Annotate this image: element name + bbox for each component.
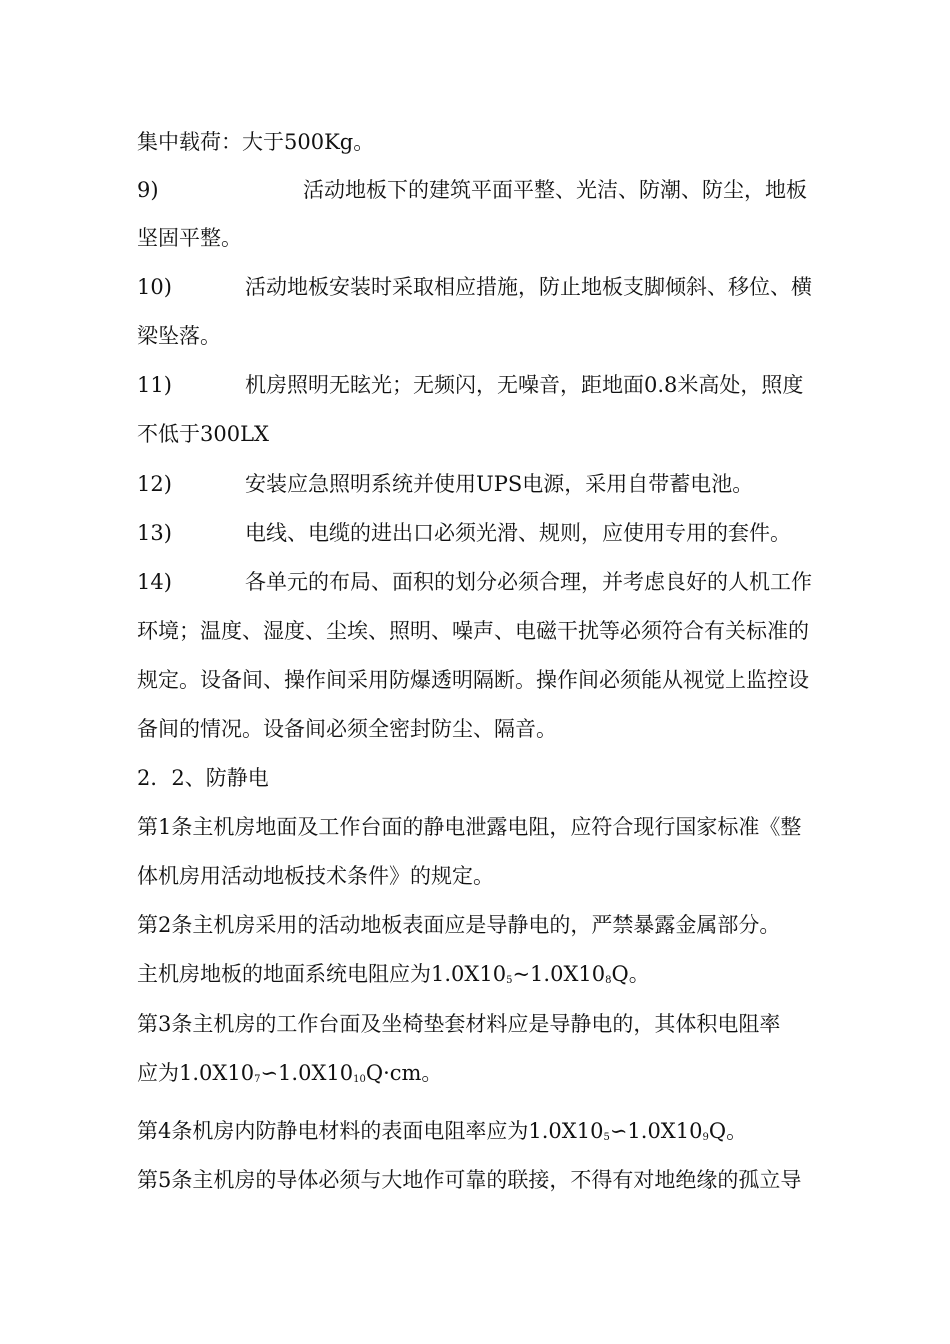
item-14-text: 各单元的布局、面积的划分必须合理，并考虑良好的人机工作 [245,570,812,594]
article-3-text-c: Q·cm。 [365,1061,443,1085]
item-14-line-4: 备间的情况。设备间必须全密封防尘、隔音。 [137,717,557,741]
article-4-text-b: ∽1.0X10 [609,1119,703,1143]
article-2-text-c: Q。 [611,962,650,986]
article-3-text-b: ∽1.0X10 [260,1061,354,1085]
item-9-text: 活动地板下的建筑平面平整、光洁、防潮、防尘，地板 [303,178,807,202]
article-1-line-1: 第1条主机房地面及工作台面的静电泄露电阻，应符合现行国家标准《整 [137,815,802,839]
item-14-line-2: 环境；温度、湿度、尘埃、照明、噪声、电磁干扰等必须符合有关标准的 [137,619,809,643]
article-3-line-2 [137,1049,852,1098]
article-3-exponent-2: 10 [353,1074,366,1085]
item-14-line-3: 规定。设备间、操作间采用防爆透明隔断。操作间必须能从视觉上监控设 [137,668,809,692]
article-4-line [137,1107,852,1156]
item-12-number: 12) [137,472,172,496]
article-3-line-1: 第3条主机房的工作台面及坐椅垫套材料应是导静电的，其体积电阻率 [137,1012,781,1036]
article-2-line-1: 第2条主机房采用的活动地板表面应是导静电的，严禁暴露金属部分。 [137,913,781,937]
item-12-text: 安装应急照明系统并使用UPS电源，采用自带蓄电池。 [245,472,754,496]
item-12 [137,460,852,509]
item-11-continued: 不低于300LX [137,422,269,446]
article-3-exponent-1: 7 [254,1074,261,1085]
article-4-text-a: 第4条机房内防静电材料的表面电阻率应为1.0X10 [137,1119,604,1143]
item-13-number: 13) [137,521,172,545]
article-3-text-a: 应为1.0X10 [137,1061,255,1085]
item-9 [137,166,852,215]
item-11-text: 机房照明无眩光；无频闪，无噪音，距地面0.8米高处，照度 [245,373,804,397]
item-10-text: 活动地板安装时采取相应措施，防止地板支脚倾斜、移位、横 [245,275,812,299]
item-11 [137,361,852,410]
item-14-number: 14) [137,570,172,594]
article-1-line-2: 体机房用活动地板技术条件》的规定。 [137,864,494,888]
item-9-continued: 坚固平整。 [137,226,242,250]
item-13 [137,509,852,558]
item-10 [137,263,852,312]
article-2-line-2 [137,950,852,999]
article-2-exponent-1: 5 [506,975,513,986]
article-2-exponent-2: 8 [605,975,612,986]
article-4-exponent-1: 5 [603,1132,610,1143]
item-11-number: 11) [137,373,172,397]
article-5-line-1: 第5条主机房的导体必须与大地作可靠的联接，不得有对地绝缘的孤立导 [137,1168,802,1192]
item-13-text: 电线、电缆的进出口必须光滑、规则，应使用专用的套件。 [245,521,791,545]
article-2-text-b: ~1.0X10 [512,962,606,986]
item-10-number: 10) [137,275,172,299]
section-heading: 2．2、防静电 [137,766,269,790]
load-line: 集中载荷：大于500Kg。 [137,130,375,154]
article-2-text-a: 主机房地板的地面系统电阻应为1.0X10 [137,962,507,986]
item-14 [137,558,852,607]
item-9-number: 9) [137,178,159,202]
item-10-continued: 梁坠落。 [137,324,221,348]
article-4-text-c: Q。 [708,1119,748,1143]
article-4-exponent-2: 9 [702,1132,709,1143]
